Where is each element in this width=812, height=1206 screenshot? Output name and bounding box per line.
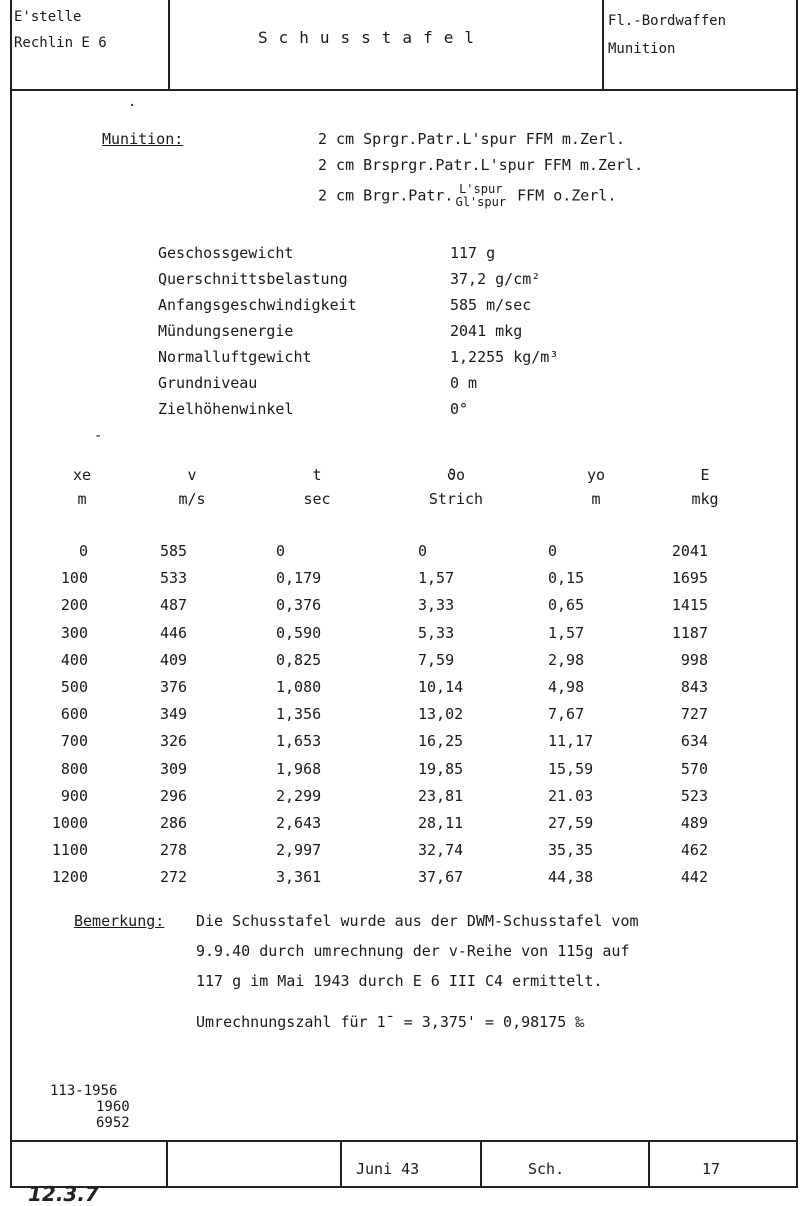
- param-value: 37,2 g/cm²: [450, 270, 541, 288]
- footer-cell-5: [648, 1142, 798, 1188]
- table-cell: 1100: [51, 841, 88, 860]
- table-cell: 2,643: [276, 814, 322, 832]
- table-cell: 0: [276, 542, 286, 560]
- table-cell: 0,825: [276, 650, 322, 669]
- table-cell: 843: [680, 678, 708, 696]
- remark-line4: Umrechnungszahl für 1¯ = 3,375' = 0,98175 ‰: [196, 1013, 585, 1031]
- table-cell: 1,356: [276, 705, 322, 724]
- table-cell: 376: [160, 678, 188, 696]
- page-title: Schusstafel: [258, 28, 485, 47]
- table-cell: 3,361: [276, 868, 322, 887]
- header-right-cell: [602, 0, 798, 89]
- table-cell: 326: [160, 732, 188, 751]
- table-cell: 13,02: [418, 705, 464, 724]
- remark-label: Bemerkung:: [74, 912, 165, 930]
- param-value: 117 g: [450, 244, 496, 262]
- table-cell: 900: [60, 786, 88, 805]
- table-cell: 200: [60, 596, 88, 615]
- footer-page-number: 17: [702, 1160, 721, 1178]
- table-cell: 0: [418, 542, 428, 560]
- param-label: Normalluftgewicht: [158, 348, 312, 366]
- munition-label: Munition:: [102, 130, 184, 148]
- stamp-number-3: 6952: [96, 1115, 130, 1131]
- table-cell: 1000: [51, 814, 88, 832]
- table-cell: 0,376: [276, 596, 322, 615]
- column-symbol: v: [187, 466, 197, 484]
- table-cell: 1,57: [418, 569, 455, 588]
- table-cell: 23,81: [418, 786, 464, 805]
- param-value: 585 m/sec: [450, 296, 532, 314]
- table-cell: 400: [60, 650, 88, 669]
- table-cell: 727: [680, 705, 708, 724]
- table-cell: 409: [160, 650, 188, 669]
- table-cell: 3,33: [418, 596, 455, 615]
- table-cell: 44,38: [548, 868, 594, 887]
- munition-frac-top: L'spur: [459, 182, 503, 196]
- table-cell: 15,59: [548, 759, 594, 778]
- table-cell: 1,080: [276, 678, 322, 696]
- param-label: Grundniveau: [158, 374, 258, 392]
- stamp-number-1: 113-1956: [50, 1083, 118, 1099]
- table-cell: 1200: [51, 868, 88, 887]
- column-unit: m: [77, 490, 87, 508]
- column-symbol: ϑo: [446, 466, 466, 484]
- remark-line2: 9.9.40 durch umrechnung der v-Reihe von 115g auf: [196, 942, 630, 960]
- table-cell: 487: [160, 596, 188, 615]
- table-cell: 35,35: [548, 841, 594, 860]
- footer-cell-3: [340, 1142, 480, 1188]
- table-cell: 2,997: [276, 841, 322, 860]
- table-cell: 272: [160, 868, 188, 887]
- column-unit: m/s: [178, 490, 206, 508]
- param-label: Anfangsgeschwindigkeit: [158, 296, 357, 314]
- param-value: 2041 mkg: [450, 322, 523, 340]
- table-cell: 16,25: [418, 732, 464, 751]
- table-cell: 1,57: [548, 623, 585, 642]
- column-unit: mkg: [691, 490, 719, 508]
- stamp-number-2: 1960: [96, 1099, 130, 1115]
- header-left-cell: [10, 0, 170, 89]
- table-cell: 570: [680, 759, 708, 778]
- table-cell: 10,14: [418, 678, 464, 696]
- table-cell: 28,11: [418, 814, 464, 832]
- table-cell: 21.03: [548, 786, 594, 805]
- param-label: Mündungsenergie: [158, 322, 294, 340]
- header-block: [10, 0, 798, 91]
- column-unit: Strich: [428, 490, 484, 508]
- table-cell: 7,59: [418, 650, 455, 669]
- table-cell: 1,968: [276, 759, 322, 778]
- table-cell: 600: [60, 705, 88, 724]
- param-label: Zielhöhenwinkel: [158, 400, 294, 418]
- footer-cell-4: [480, 1142, 648, 1188]
- param-value: 0°: [450, 400, 469, 418]
- munition-fraction: [455, 183, 506, 209]
- table-cell: 1415: [671, 596, 708, 615]
- table-cell: 349: [160, 705, 188, 724]
- table-cell: 1,653: [276, 732, 322, 751]
- table-cell: 0: [548, 542, 558, 560]
- table-cell: 300: [60, 623, 88, 642]
- column-symbol: yo: [586, 466, 606, 484]
- table-cell: 446: [160, 623, 188, 642]
- table-cell: 2,98: [548, 650, 585, 669]
- table-cell: 1695: [671, 569, 708, 588]
- table-cell: 0: [78, 542, 88, 560]
- param-value: 1,2255 kg/m³: [450, 348, 559, 366]
- table-cell: 800: [60, 759, 88, 778]
- table-cell: 5,33: [418, 623, 455, 642]
- table-cell: 700: [60, 732, 88, 751]
- table-cell: 27,59: [548, 814, 594, 832]
- munition-line3: [318, 183, 616, 209]
- munition-line2: 2 cm Brsprgr.Patr.L'spur FFM m.Zerl.: [318, 156, 644, 174]
- remark-line3: 117 g im Mai 1943 durch E 6 III C4 ermittelt.: [196, 972, 603, 990]
- param-label: Geschossgewicht: [158, 244, 294, 262]
- footer-cell-2: [166, 1142, 340, 1188]
- footer-date: Juni 43: [356, 1160, 420, 1178]
- table-cell: 0,590: [276, 623, 322, 642]
- page-frame: [10, 0, 798, 1188]
- param-label: Querschnittsbelastung: [158, 270, 348, 288]
- munition-line1: 2 cm Sprgr.Patr.L'spur FFM m.Zerl.: [318, 130, 626, 148]
- param-value: 0 m: [450, 374, 478, 392]
- table-cell: 100: [60, 569, 88, 588]
- table-cell: 489: [680, 814, 708, 832]
- mark-dash: -: [94, 428, 103, 444]
- footer-initials: Sch.: [528, 1160, 565, 1178]
- mark-dot: .: [128, 94, 137, 110]
- table-cell: 0,65: [548, 596, 585, 615]
- column-unit: sec: [303, 490, 331, 508]
- column-symbol: xe: [72, 466, 92, 484]
- header-left-line1: E'stelle: [14, 9, 82, 25]
- footer-row: [10, 1140, 798, 1188]
- handwritten-note: 12.3.7: [28, 1182, 99, 1206]
- table-cell: 309: [160, 759, 188, 778]
- table-cell: 2,299: [276, 786, 322, 805]
- header-right-line1: Fl.-Bordwaffen: [608, 13, 727, 29]
- table-cell: 2041: [671, 542, 708, 560]
- table-cell: 1187: [671, 623, 708, 642]
- column-symbol: E: [700, 466, 710, 484]
- table-cell: 462: [680, 841, 708, 860]
- column-unit: m: [591, 490, 601, 508]
- table-cell: 0,15: [548, 569, 585, 588]
- table-cell: 296: [160, 786, 188, 805]
- table-cell: 32,74: [418, 841, 464, 860]
- remark-line1: Die Schusstafel wurde aus der DWM-Schusstafel vom: [196, 912, 639, 930]
- table-cell: 998: [680, 650, 708, 669]
- table-cell: 442: [680, 868, 708, 887]
- table-cell: 523: [680, 786, 708, 805]
- munition-line3-suffix: FFM o.Zerl.: [517, 186, 617, 205]
- table-cell: 37,67: [418, 868, 464, 887]
- table-cell: 0,179: [276, 569, 322, 588]
- munition-line3-prefix: 2 cm Brgr.Patr.: [318, 186, 454, 205]
- table-cell: 19,85: [418, 759, 464, 778]
- table-cell: 7,67: [548, 705, 585, 724]
- table-cell: 11,17: [548, 732, 594, 751]
- table-cell: 4,98: [548, 678, 585, 696]
- header-right-line2: Munition: [608, 41, 676, 57]
- table-cell: 286: [160, 814, 188, 832]
- table-cell: 533: [160, 569, 188, 588]
- table-cell: 278: [160, 841, 188, 860]
- header-left-line2: Rechlin E 6: [14, 35, 107, 51]
- munition-frac-bottom: Gl'spur: [455, 195, 507, 209]
- table-cell: 585: [160, 542, 188, 560]
- table-cell: 500: [60, 678, 88, 696]
- table-cell: 634: [680, 732, 708, 751]
- column-symbol: t: [312, 466, 322, 484]
